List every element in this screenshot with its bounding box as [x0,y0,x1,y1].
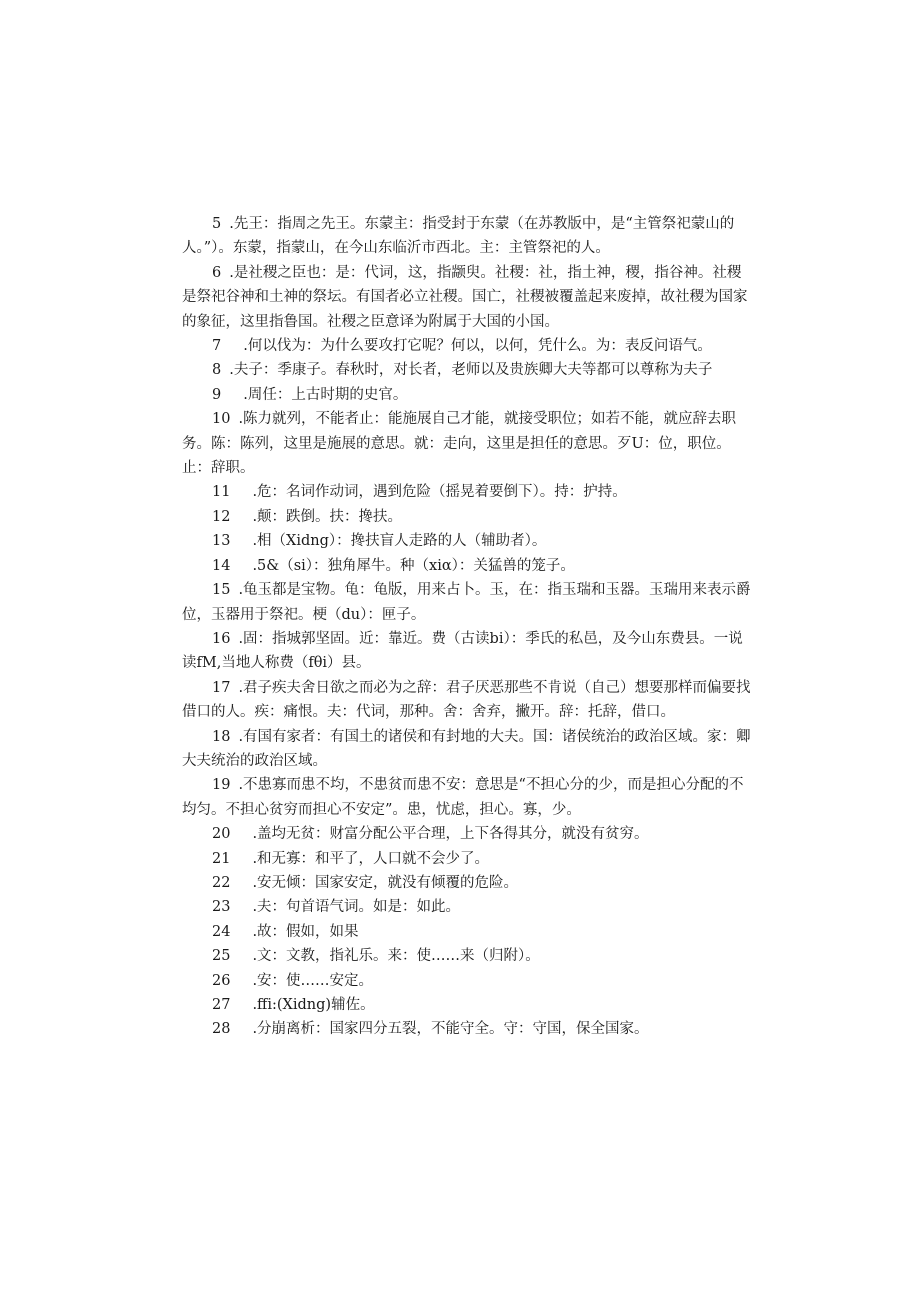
annotation-number: 12 [212,508,231,525]
annotation-list [182,212,754,1042]
annotation-number: 15 [212,582,231,599]
annotation-item [182,529,754,553]
annotation-item [182,578,754,627]
annotation-item [182,1017,754,1041]
annotation-text: .固：指城郭坚固。近：靠近。费（古读bi）：季氏的私邑，及今山东费县。一说读fM,当地人称费（fθi）县。 [182,630,743,672]
annotation-number: 6 [212,264,222,281]
annotation-item [182,993,754,1017]
annotation-text: .故：假如，如果 [252,923,359,940]
annotation-item [182,895,754,919]
annotation-text: .安：使……安定。 [252,972,374,989]
annotation-number: 9 [212,386,222,403]
annotation-number: 26 [212,972,231,989]
annotation-text: .夫：句首语气词。如是：如此。 [252,899,461,916]
annotation-number: 19 [212,777,231,794]
annotation-number: 23 [212,899,231,916]
annotation-item [182,261,754,334]
annotation-item [182,969,754,993]
annotation-text: .是社稷之臣也：是：代词，这，指颛臾。社稷：社，指土神，稷，指谷神。社稷是祭祀谷神和土神的祭坛。有国者必立社稷。国亡，社稷被覆盖起来废掉，故社稷为国家的象征，这里指鲁国。社稷之臣意译为附属于大国的小国。 [182,264,748,330]
annotation-number: 7 [212,338,222,355]
annotation-text: .分崩离析：国家四分五裂，不能守全。守：守国，保全国家。 [252,1021,649,1038]
annotation-number: 16 [212,630,231,647]
annotation-number: 17 [212,679,231,696]
annotation-number: 13 [212,533,231,550]
annotation-item [182,676,754,725]
annotation-text: .ffi:(Xidng)辅佐。 [252,997,375,1013]
annotation-text: .有国有家者：有国土的诸侯和有封地的大夫。国：诸侯统治的政治区域。家：卿大夫统治的政治区域。 [182,728,751,769]
annotation-text: .安无倾：国家安定，就没有倾覆的危险。 [252,874,519,891]
annotation-text: .和无寡：和平了，人口就不会少了。 [252,850,490,867]
annotation-number: 20 [212,826,231,843]
annotation-item [182,871,754,895]
annotation-text: .龟玉都是宝物。龟：龟版，用来占卜。玉，在：指玉瑞和玉器。玉瑞用来表示爵位，玉器用于祭祀。梗（du）：匣子。 [182,582,751,623]
annotation-number: 8 [212,362,222,379]
annotation-number: 28 [212,1021,231,1038]
annotation-item [182,407,754,480]
annotation-text: .君子疾夫舍日欲之而必为之辞：君子厌恶那些不肯说（自己）想要那样而偏要找借口的人。疾：痛恨。夫：代词，那种。舍：舍弃，撇开。辞：托辞，借口。 [182,679,751,721]
annotation-number: 11 [212,484,231,501]
annotation-text: .陈力就列，不能者止：能施展自己才能，就接受职位；如若不能，就应辞去职务。陈：陈列，这里是施展的意思。就：走向，这里是担任的意思。歹U：位，职位。止：辞职。 [182,411,737,477]
annotation-item [182,554,754,578]
annotation-text: .文：文教，指礼乐。来：使……来（归附）。 [252,948,540,965]
annotation-text: .周任：上古时期的史官。 [243,386,408,403]
annotation-number: 22 [212,874,231,891]
annotation-item [182,480,754,504]
annotation-text: .5&（si）：独角犀牛。种（xiα）：关猛兽的笼子。 [252,557,575,574]
annotation-text: .颠：跌倒。扶：搀扶。 [252,508,403,525]
annotation-item [182,920,754,944]
annotation-item [182,773,754,822]
annotation-item [182,212,754,261]
annotation-text: .相（Xidng）：搀扶盲人走路的人（辅助者）。 [252,533,547,550]
annotation-item [182,725,754,774]
annotation-item [182,505,754,529]
annotation-number: 10 [212,411,231,428]
annotation-number: 27 [212,997,231,1013]
annotation-number: 24 [212,923,231,940]
annotation-number: 5 [212,216,222,232]
annotation-text: .危：名词作动词，遇到危险（摇晃着要倒下）。持：护持。 [252,484,627,501]
annotation-item [182,847,754,871]
annotation-item [182,334,754,358]
annotation-item [182,822,754,846]
annotation-item [182,944,754,968]
annotation-text: .何以伐为：为什么要攻打它呢？何以，以何，凭什么。为：表反问语气。 [243,338,712,355]
annotation-item [182,383,754,407]
annotation-number: 21 [212,850,231,867]
annotation-number: 14 [212,557,231,574]
annotation-item [182,358,754,382]
annotation-text: .夫子：季康子。春秋时，对长者，老师以及贵族卿大夫等都可以尊称为夫子 [229,362,713,379]
annotation-number: 18 [212,728,231,745]
annotation-item [182,627,754,676]
annotation-number: 25 [212,948,231,965]
annotation-text: .不患寡而患不均，不患贫而患不安：意思是“不担心分的少，而是担心分配的不均匀。不担心贫穷而担心不安定”。患，忧虑，担心。寡，少。 [182,777,744,818]
annotation-text: .先王：指周之先王。东蒙主：指受封于东蒙（在苏教版中，是“主管祭祀蒙山的人。”）。东蒙，指蒙山，在今山东临沂市西北。主：主管祭祀的人。 [182,216,735,257]
annotation-text: .盖均无贫：财富分配公平合理，上下各得其分，就没有贫穷。 [252,826,649,843]
